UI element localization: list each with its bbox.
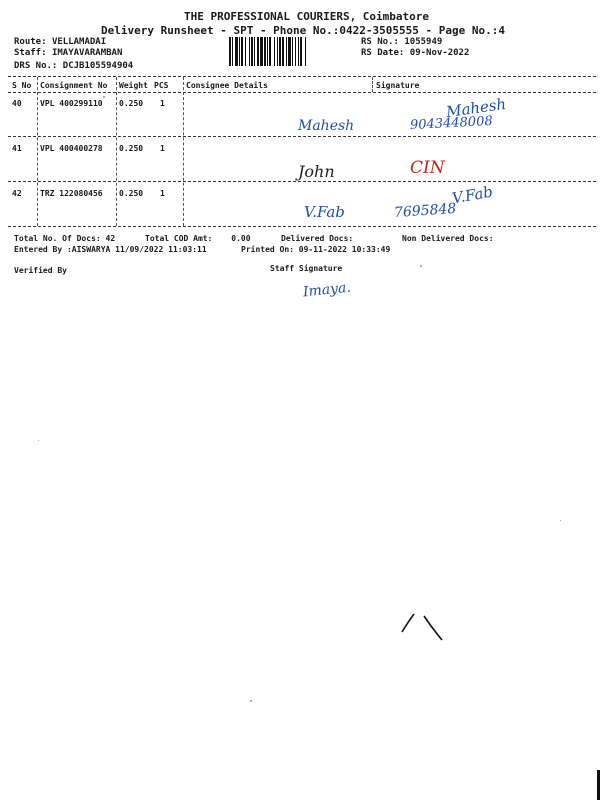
total-docs [14,234,115,243]
consignee-handwritten-name: V.Fab [304,203,345,221]
drs-field [14,61,133,71]
delivered-docs-label: Delivered Docs: [281,234,354,243]
total-cod [145,234,251,243]
row-sno: 42 [12,189,22,198]
route-value: VELLAMADAI [51,37,107,47]
rs-no-label: RS No.: [361,37,399,47]
row-rule [8,181,596,182]
handwritten-signature: Mahesh [445,94,508,122]
total-docs-value: 42 [105,234,116,243]
consignee-handwritten-name: Mahesh [298,118,355,134]
table-top-rule [8,76,596,77]
rs-date-field [361,48,469,58]
row-rule [8,136,596,137]
col-header-pcs: PCS [154,81,169,90]
row-weight: 0.250 [119,189,144,198]
row-weight: 0.250 [119,144,144,153]
row-sno: 41 [12,144,22,153]
row-sno: 40 [12,99,22,108]
row-pcs: 1 [160,99,165,108]
handwritten-signature: V.Fab [450,182,495,208]
row-weight: 0.250 [119,99,144,108]
row-consignment-no: VPL 400299110 [40,99,103,108]
entered-by: Entered By :AISWARYA 11/09/2022 11:03:11 [14,245,207,254]
route-label: Route: [14,37,47,47]
drs-label: DRS No.: [14,61,58,71]
rs-no-value: 1055949 [404,37,443,47]
runsheet-title: Delivery Runsheet - SPT - Phone No.:0422-3505555 - Page No.:4 [101,24,505,37]
cod-label: Total COD Amt: [145,234,213,243]
staff-handwritten-signature: Imaya. [302,279,352,301]
column-divider [183,77,184,226]
consignee-handwritten-name: John [298,162,335,181]
staff-label: Staff: [14,48,47,58]
column-divider [116,77,117,226]
column-divider [372,77,373,92]
col-header-signature: Signature [376,81,420,90]
rs-date-label: RS Date: [361,48,405,58]
rs-date-value: 09-Nov-2022 [409,48,470,58]
col-header-consignment: Consignment No [40,81,108,90]
table-bottom-rule [8,226,596,227]
non-delivered-docs-label: Non Delivered Docs: [402,234,494,243]
row-consignment-no: TRZ 122080456 [40,189,103,198]
handwritten-phone: 9043448008 [409,113,494,134]
handwritten-signature: CIN [410,158,445,178]
row-pcs: 1 [160,144,165,153]
col-header-consignee: Consignee Details [186,81,268,90]
staff-value: IMAYAVARAMBAN [51,48,123,58]
total-docs-label: Total No. Of Docs: [14,234,101,243]
cod-value: 0.00 [231,234,251,243]
verified-by: Verified By [14,266,67,275]
printed-on: Printed On: 09-11-2022 10:33:49 [241,245,391,254]
staff-field [14,48,122,58]
column-divider [37,77,38,226]
company-title: THE PROFESSIONAL COURIERS, Coimbatore [184,10,430,23]
handwritten-phone: 7695848 [393,200,457,222]
col-header-sno: S No [12,81,32,90]
col-header-weight: Weight [119,81,148,90]
rs-no-field [361,37,442,47]
staff-signature-label: Staff Signature [270,264,343,273]
row-pcs: 1 [160,189,165,198]
drs-value: DCJB105594904 [62,61,134,71]
barcode [229,37,353,66]
table-header-rule [8,92,596,93]
route-field [14,37,106,47]
row-consignment-no: VPL 400400278 [40,144,103,153]
pen-mark [398,604,448,644]
